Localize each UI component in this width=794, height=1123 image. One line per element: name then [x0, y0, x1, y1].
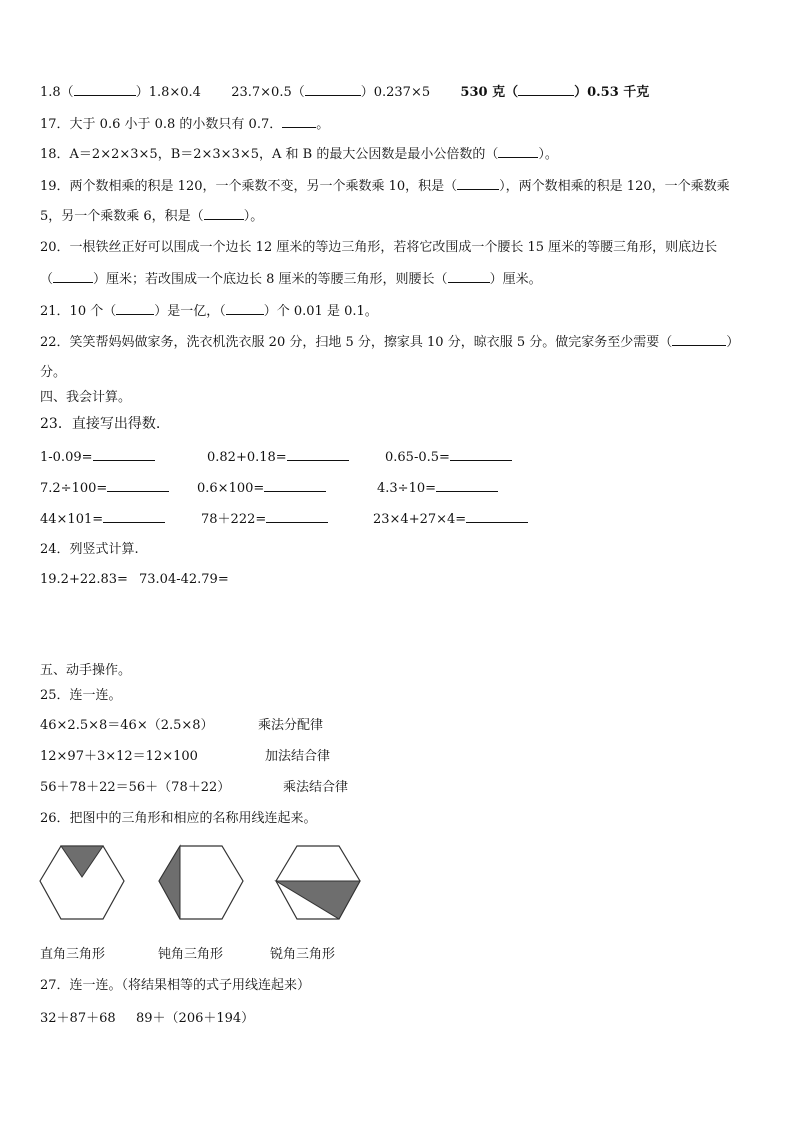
answer-blank[interactable] [457, 178, 499, 190]
calc-expression: 7.2÷100= [40, 481, 108, 496]
q16-a-right: ）1.8×0.4 [135, 85, 201, 100]
law-name: 乘法分配律 [258, 718, 324, 733]
vertical-calc-item [139, 572, 229, 588]
matching-right-item[interactable] [265, 749, 330, 765]
matching-expression[interactable] [40, 1011, 116, 1027]
calc-expression: 0.6×100= [197, 481, 265, 496]
equation-text: 46×2.5×8＝46×（2.5×8） [40, 718, 214, 733]
q19-text-b: ），两个数相乘的积是 120，一个乘数乘 [499, 179, 730, 194]
question-22-line1 [40, 334, 739, 351]
answer-blank[interactable] [264, 480, 326, 492]
question-18 [40, 146, 558, 163]
q18-text: 18．A＝2×2×3×5，B＝2×3×3×5，A 和 B 的最大公因数是最小公倍数的（ [40, 147, 499, 162]
calc-expression: 0.65-0.5= [385, 450, 450, 465]
calc-item [197, 480, 326, 497]
vertical-calc-item [40, 572, 128, 588]
answer-blank[interactable] [305, 84, 361, 96]
q20-text-a: 20．一根铁丝正好可以围成一个边长 12 厘米的等边三角形，若将它改围成一个腰长 15 厘米的等腰三角形，则底边长 [40, 240, 718, 255]
answer-blank[interactable] [466, 511, 528, 523]
law-name: 加法结合律 [265, 749, 331, 764]
answer-blank[interactable] [266, 511, 328, 523]
obtuse-triangle-shape[interactable] [159, 846, 180, 919]
q24-title: 24．列竖式计算. [40, 542, 139, 557]
hexagon-figure-right-triangle[interactable] [40, 846, 124, 919]
q21-text-c: ）个 0.01 是 0.1。 [263, 304, 378, 319]
equation-text: 56＋78＋22＝56＋（78＋22） [40, 780, 231, 795]
matching-right-item[interactable] [283, 780, 348, 796]
calc-expression: 78＋222= [201, 512, 267, 527]
q20-text-d: ）厘米。 [489, 272, 542, 287]
q18-end: ）。 [538, 147, 558, 162]
q17-text: 17．大于 0.6 小于 0.8 的小数只有 0.7． [40, 117, 283, 132]
calc-item [385, 449, 512, 466]
question-24-title [40, 542, 139, 558]
q27-title: 27．连一连。（将结果相等的式子用线连起来） [40, 978, 311, 993]
q20-text-c: ）厘米；若改围成一个底边长 8 厘米的等腰三角形，则腰长（ [93, 272, 448, 287]
question-27-title [40, 978, 310, 994]
matching-expression[interactable] [136, 1011, 254, 1027]
triangle-name-label[interactable] [270, 947, 335, 963]
calc-expression: 44×101= [40, 512, 104, 527]
q23-title: 23．直接写出得数. [40, 416, 161, 432]
matching-right-item[interactable] [258, 718, 323, 734]
answer-blank[interactable] [204, 208, 244, 220]
section-4-title: 四、我会计算。 [40, 390, 132, 405]
expression-text: 32＋87＋68 [40, 1011, 116, 1026]
answer-blank[interactable] [448, 271, 490, 283]
section-5-title: 五、动手操作。 [40, 663, 132, 678]
answer-blank[interactable] [498, 146, 538, 158]
answer-blank[interactable] [93, 449, 155, 461]
question-26-title [40, 811, 317, 827]
calc-expression: 19.2+22.83= [40, 572, 128, 587]
q22-text-b: ） [726, 335, 740, 350]
q19-text-c: 5，另一个乘数乘 6，积是（ [40, 209, 204, 224]
answer-blank[interactable] [226, 303, 264, 315]
hexagon-figure-acute-triangle[interactable] [276, 846, 360, 919]
label-text: 直角三角形 [40, 947, 106, 962]
calc-expression: 0.82+0.18= [207, 450, 287, 465]
label-text: 锐角三角形 [270, 947, 336, 962]
answer-blank[interactable] [116, 303, 154, 315]
question-22-line2 [40, 365, 66, 381]
question-19-line2 [40, 208, 263, 225]
q26-title: 26．把图中的三角形和相应的名称用线连起来。 [40, 811, 317, 826]
question-20-line1 [40, 240, 717, 256]
q19-text-d: ）。 [243, 209, 264, 224]
answer-blank[interactable] [107, 480, 169, 492]
calc-expression: 1-0.09= [40, 450, 93, 465]
question-21 [40, 303, 378, 320]
answer-blank[interactable] [282, 116, 316, 128]
q16-c-left: 530 克（ [460, 85, 519, 100]
q21-text-b: ）是一亿，（ [154, 304, 226, 319]
q16-b-right: ）0.237×5 [360, 85, 431, 100]
q21-text-a: 21．10 个（ [40, 304, 117, 319]
matching-left-item[interactable] [40, 718, 214, 734]
calc-item [373, 511, 528, 528]
q19-text-a: 19．两个数相乘的积是 120，一个乘数不变，另一个乘数乘 10，积是（ [40, 179, 458, 194]
calc-expression: 4.3÷10= [377, 481, 437, 496]
q25-title: 25．连一连。 [40, 688, 122, 703]
expression-text: 89＋（206＋194） [136, 1011, 255, 1026]
calc-item [40, 511, 165, 528]
calc-item [377, 480, 498, 497]
question-17 [40, 116, 329, 133]
q22-text-a: 22．笑笑帮妈妈做家务，洗衣机洗衣服 20 分，扫地 5 分，擦家具 10 分，晾衣服 5 分。做完家务至少需要（ [40, 335, 673, 350]
triangle-name-label[interactable] [40, 947, 105, 963]
hexagon-figures [38, 840, 368, 924]
q16-c-right: ）0.53 千克 [574, 85, 650, 100]
matching-left-item[interactable] [40, 749, 198, 765]
q16-b-left: 23.7×0.5（ [231, 85, 305, 100]
section-4-heading [40, 390, 131, 406]
section-5-heading [40, 663, 131, 679]
law-name: 乘法结合律 [283, 780, 349, 795]
q17-end: 。 [316, 117, 330, 132]
question-25-title [40, 688, 122, 704]
answer-blank[interactable] [287, 449, 349, 461]
question-20-line2 [40, 271, 542, 288]
answer-blank[interactable] [53, 271, 93, 283]
q16-row [40, 84, 649, 101]
label-text: 钝角三角形 [158, 947, 224, 962]
calc-item [40, 480, 169, 497]
answer-blank[interactable] [436, 480, 498, 492]
question-23-title [40, 416, 160, 432]
triangle-name-label[interactable] [158, 947, 223, 963]
calc-item [201, 511, 328, 528]
calc-item [40, 449, 155, 466]
calc-expression: 73.04-42.79= [139, 572, 229, 587]
q20-text-b: （ [40, 272, 54, 287]
hexagon-figure-obtuse-triangle[interactable] [159, 846, 243, 919]
answer-blank[interactable] [518, 84, 574, 96]
q22-text-c: 分。 [40, 365, 67, 380]
equation-text: 12×97＋3×12＝12×100 [40, 749, 198, 764]
question-19-line1 [40, 178, 730, 195]
matching-left-item[interactable] [40, 780, 230, 796]
answer-blank[interactable] [74, 84, 136, 96]
answer-blank[interactable] [103, 511, 165, 523]
calc-expression: 23×4+27×4= [373, 512, 467, 527]
q16-a-left: 1.8（ [40, 85, 74, 100]
calc-item [207, 449, 349, 466]
answer-blank[interactable] [672, 334, 726, 346]
answer-blank[interactable] [450, 449, 512, 461]
